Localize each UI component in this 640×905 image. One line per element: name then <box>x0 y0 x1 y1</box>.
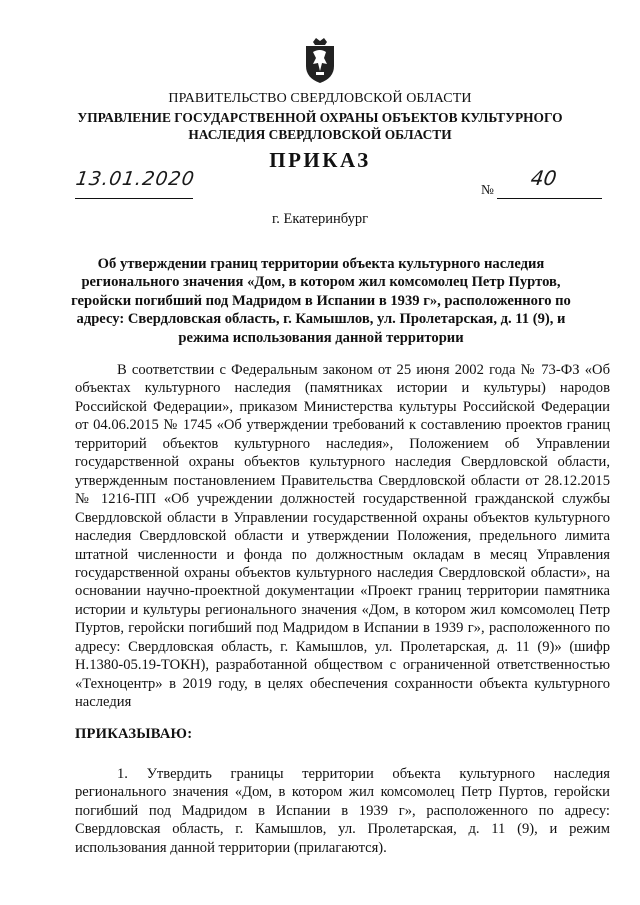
department-name: УПРАВЛЕНИЕ ГОСУДАРСТВЕННОЙ ОХРАНЫ ОБЪЕКТОВ КУЛЬТУРНОГО НАСЛЕДИЯ СВЕРДЛОВСКОЙ ОБЛАСТИ <box>77 110 563 142</box>
number-handwritten: 40 <box>529 166 559 190</box>
document-type: ПРИКАЗ <box>269 148 371 172</box>
city: г. Екатеринбург <box>271 211 369 227</box>
order-word: ПРИКАЗЫВАЮ: <box>75 726 193 742</box>
preamble-paragraph: В соответствии с Федеральным законом от 25 июня 2002 года № 73-ФЗ «Об объектах культурного наследия (памятниках истории и культуры) народов Российской Федерации», приказом Министерства культуры Российской Федерации от 04.06.2015 № 1745 «Об утверждении требований к составлению проектов границ территорий объектов культурного наследия», Положением об Управлении государственной охраны объектов культурного наследия Свердловской области, утвержденным постановлением Правительства Свердловской области от 28.12.2015 № 1216-ПП «Об учреждении должностей государственной гражданской службы Свердловской области в Управлении государственной охраны объектов культурного наследия Свердловской области и утверждении Положения, предельного лимита штатной численности и фонда по должностным окладам в месяц Управления государственной охраны объектов культурного наследия Свердловской области», на основании научно-проектной документации «Проект границ территории памятника истории и культуры регионального значения «Дом, в котором жил комсомолец Петр Пуртов, геройски погибший под Мадридом в Испании в 1939 г», расположенного по адресу: Свердловская область, г. Камышлов, ул. Пролетарская, д. 11 (9)» (шифр Н.1380-05.19-ТОКН), разработанной обществом с ограниченной ответственностью «Техноцентр» в 2019 году, в целях обеспечения сохранности объекта культурного наследия <box>75 362 610 711</box>
order-item: 1. Утвердить границы территории объекта культурного наследия регионального значения «Дом, в котором жил комсомолец Петр Пуртов, геройски погибший под Мадридом в Испании в 1939 г», расположенного по адресу: Свердловская область, г. Камышлов, ул. Пролетарская, д. 11 (9), и режим использования данной территории (прилагаются). <box>75 766 610 856</box>
number-label: № <box>481 182 494 197</box>
sverdlovsk-coat-of-arms-icon <box>303 36 337 84</box>
government-name: ПРАВИТЕЛЬСТВО СВЕРДЛОВСКОЙ ОБЛАСТИ <box>168 91 472 106</box>
document-title: Об утверждении границ территории объекта культурного наследия регионального значения «Дом, в котором жил комсомолец Петр Пуртов, геройски погибший под Мадридом в Испании в 1939 г», расположенного по адресу: Свердловская область, г. Камышлов, ул. Пролетарская, д. 11 (9), и режима использования данной территории <box>71 256 571 346</box>
date-handwritten: 13.01.2020 <box>74 168 197 190</box>
